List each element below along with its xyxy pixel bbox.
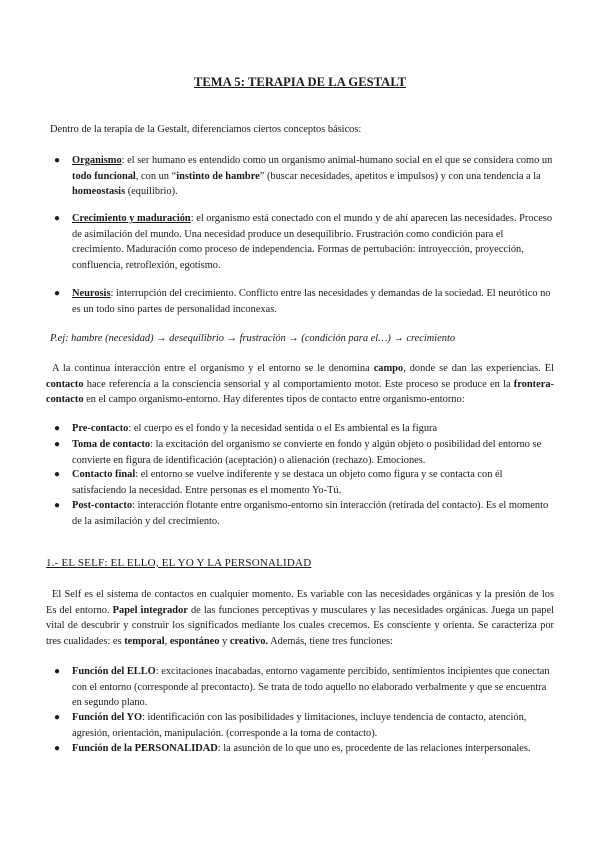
bullet-icon: ● [54,743,61,754]
item-term: Contacto final [72,469,136,480]
text-run: y [219,635,230,647]
bullet-icon: ● [54,500,61,511]
concept-term: Organismo [72,155,122,166]
text-run: : interrupción del crecimiento. Conflicto entre las necesidades y demandas de la sociedad. El neurótico no es un todo sino partes de personalidad inconexas. [72,288,551,315]
function-ello [72,664,554,711]
contact-type-post [72,498,554,529]
bold-term: contacto [46,378,84,390]
text-run: , con un “ [135,170,177,182]
contact-paragraph [46,361,554,408]
item-text: : identificación con las posibilidades y limitaciones, incluye tendencia de contacto, atención, agresión, orientación, manipulación. (corresponde a la toma de contacto). [72,712,527,739]
bold-term: instinto de hambre [176,170,260,182]
bold-term: frontera-contacto [46,378,554,405]
item-text: : la excitación del organismo se convierte en fondo y algún objeto o posibilidad del entorno se convierte en figura de identificación (aceptación) o alienación (rechazo). Emociones. [72,439,542,466]
bullet-icon: ● [54,469,61,480]
item-term: Pre-contacto [72,423,129,434]
bold-term: campo [373,363,404,374]
item-text: : interacción flotante entre organismo-entorno sin interacción (retirada del contacto). Es el momento de la asimilación y del crecimiento. [72,500,549,527]
bullet-icon: ● [54,666,61,677]
example-line: P.ej: hambre (necesidad) → desequilibrio → frustración → (condición para el…) → crecimiento [50,333,456,344]
bold-term: homeostasis [72,186,126,197]
text-run: (equilibrio). [125,186,178,197]
intro-paragraph: Dentro de la terapia de la Gestalt, diferenciamos ciertos conceptos básicos: [50,124,362,135]
item-text: : excitaciones inacabadas, entorno vagamente percibido, sentimientos incipientes que conectan con el entorno (corresponde al precontacto). Se trata de todo aquello no elaborado verbalmente y que se encuentra en segundo plano. [72,666,550,708]
bullet-icon: ● [54,155,61,166]
text-run: ” (buscar necesidades, apetitos e impulsos) y con una tendencia a la [259,170,541,182]
function-yo [72,710,554,741]
text-run: hace referencia a la consciencia sensorial y al comportamiento motor. Este proceso se produce en la [83,378,514,390]
concept-term: Crecimiento y maduración [72,213,191,224]
item-text: : el entorno se vuelve indiferente y se destaca un objeto como figura y se contacta con él satisfaciendo la necesidad. Entre personas es el momento Yo-Tú. [72,469,503,496]
contact-type-pre [72,421,554,437]
bold-term: todo funcional [72,170,136,182]
bullet-icon: ● [54,213,61,224]
contact-type-toma [72,437,554,468]
bullet-icon: ● [54,439,61,450]
item-term: Post-contacto [72,500,133,511]
text-run: , donde se dan las experiencias. El [403,363,554,374]
contact-type-final [72,467,554,498]
text-run: de las funciones perceptivas y musculares y las necesidades orgánicas. Juega un papel vital de descubrir y construir los significados mediante los cuales crecemos. Es consciente y orienta. Se caracteriza por tres cualidades: es [46,604,554,647]
concept-term: Neurosis [72,288,111,299]
item-term: Función del YO [72,712,143,723]
item-term: Función del ELLO [72,666,156,677]
bullet-icon: ● [54,423,61,434]
bullet-icon: ● [54,712,61,723]
concept-crecimiento [72,211,554,273]
text-run: , [164,635,170,647]
section-heading: 1.- EL SELF: EL ELLO, EL YO Y LA PERSONALIDAD [46,557,312,569]
text-run: A la continua interacción entre el organismo y el entorno se le denomina [52,363,374,374]
page-title: TEMA 5: TERAPIA DE LA GESTALT [193,75,407,89]
bullet-icon: ● [54,288,61,299]
bold-term: Papel integrador [112,604,188,616]
text-run: El Self es el sistema de contactos en cualquier momento. Es variable con las necesidades orgánicas y la presión de los Es del entorno. [46,589,554,616]
bold-term: creativo. [229,635,269,647]
self-paragraph [46,587,554,649]
item-term: Toma de contacto [72,439,151,450]
text-run: en el campo organismo-entorno. Hay diferentes tipos de contacto entre organismo-entorno: [83,394,465,405]
bold-term: temporal [124,635,165,647]
bold-term: espontáneo [169,635,220,647]
item-term: Función de la PERSONALIDAD [72,743,218,754]
concept-neurosis [72,286,554,317]
text-run: : el ser humano es entendido como un organismo animal-humano social en el que se considera como un [121,155,553,166]
text-run: : el organismo está conectado con el mundo y de ahí aparecen las necesidades. Proceso de asimilación del mundo. Una necesidad produce un desequilibrio. Frustración como condición para el crecimiento. Maduración como proceso de independencia. Formas de pertubación: introyección, proyección, confluencia, retroflexión, egotismo. [72,213,553,271]
item-text: : la asunción de lo que uno es, procedente de las relaciones interpersonales. [217,743,531,754]
text-run: Además, tiene tres funciones: [268,635,393,647]
function-personalidad [72,741,554,757]
item-text: : el cuerpo es el fondo y la necesidad sentida o el Es ambiental es la figura [128,423,438,434]
concept-organismo [72,153,554,200]
